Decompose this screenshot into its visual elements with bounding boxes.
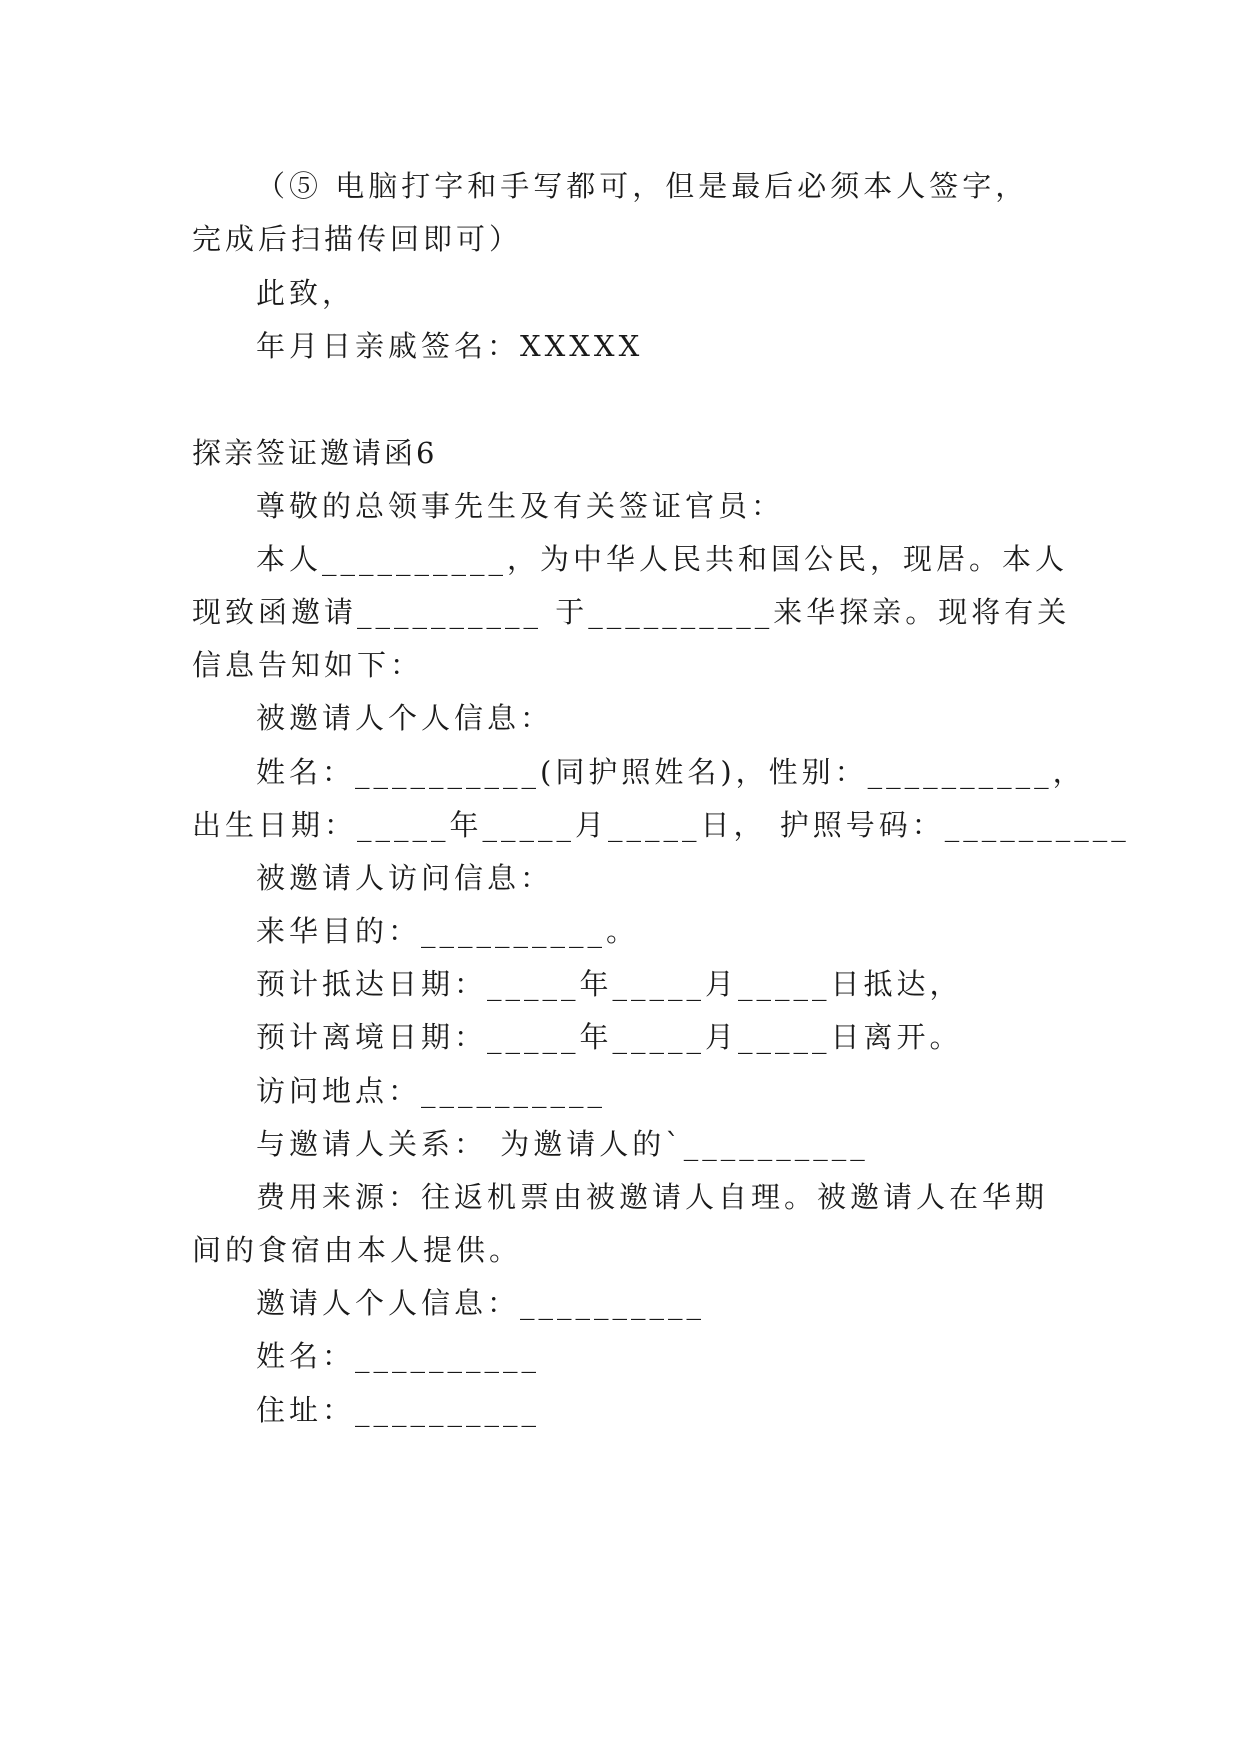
arrival-date-line: 预计抵达日期：_____年_____月_____日抵达， <box>256 967 963 1001</box>
visit-info-heading: 被邀请人访问信息： <box>256 861 554 895</box>
closing-salutation: 此致， <box>256 276 356 310</box>
invitee-birth-passport-line: 出生日期：_____年_____月_____日， 护照号码：__________ <box>192 808 1130 842</box>
relative-signature-line: 年月日亲戚签名：XXXXX <box>256 329 644 363</box>
invitee-name-gender-line: 姓名：__________(同护照姓名)，性别：__________， <box>256 755 1086 789</box>
note-line-2: 完成后扫描传回即可） <box>192 222 523 256</box>
visit-location-line: 访问地点：__________ <box>256 1074 607 1108</box>
body-paragraph-line-1: 本人__________，为中华人民共和国公民，现居。本人 <box>256 542 1069 576</box>
relationship-line: 与邀请人关系： 为邀请人的`__________ <box>256 1127 869 1161</box>
expense-line-1: 费用来源：往返机票由被邀请人自理。被邀请人在华期 <box>256 1180 1049 1214</box>
departure-date-line: 预计离境日期：_____年_____月_____日离开。 <box>256 1020 963 1054</box>
greeting: 尊敬的总领事先生及有关签证官员： <box>256 489 785 523</box>
note-line-1: （⑤ 电脑打字和手写都可，但是最后必须本人签字， <box>256 169 1029 203</box>
invitee-info-heading: 被邀请人个人信息： <box>256 701 554 735</box>
visit-purpose-line: 来华目的：__________。 <box>256 914 640 948</box>
body-paragraph-line-3: 信息告知如下： <box>192 648 424 682</box>
letter-title: 探亲签证邀请函6 <box>192 436 438 470</box>
body-paragraph-line-2: 现致函邀请__________ 于__________来华探亲。现将有关 <box>192 595 1071 629</box>
inviter-address-line: 住址：__________ <box>256 1393 541 1427</box>
expense-line-2: 间的食宿由本人提供。 <box>192 1233 523 1267</box>
inviter-name-line: 姓名：__________ <box>256 1339 541 1373</box>
inviter-info-heading: 邀请人个人信息：__________ <box>256 1286 706 1320</box>
